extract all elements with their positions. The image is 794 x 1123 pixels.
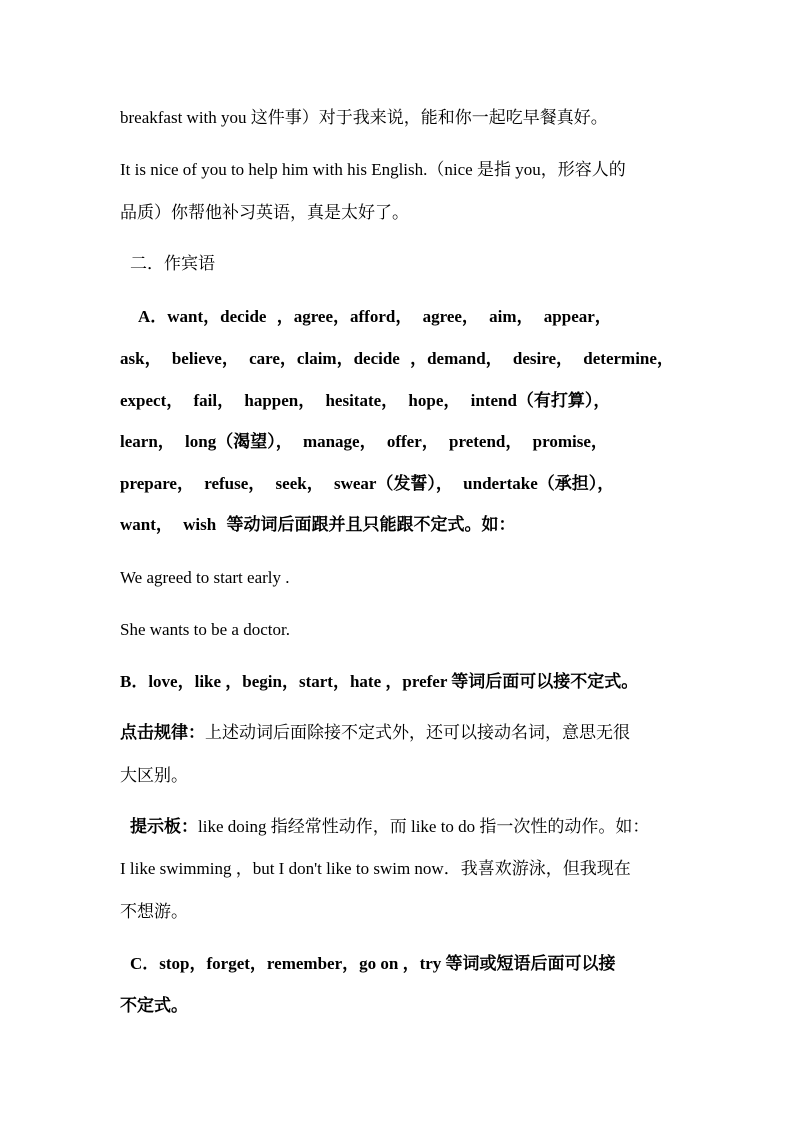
rule-c-line: C．stop，forget，remember，go on ，try 等词或短语后面可以接 xyxy=(130,954,616,973)
rule-b-line: B．love，like ，begin，start，hate ，prefer 等词后面可以接不定式。 xyxy=(120,672,639,691)
text-line: I like swimming ，but I don't like to swim now．我喜欢游泳，但我现在 xyxy=(120,859,631,878)
rule-c-line: 不定式。 xyxy=(120,996,188,1015)
verb-list-line: want， wish 等动词后面跟并且只能跟不定式。如： xyxy=(120,515,516,534)
text-line: It is nice of you to help him with his English.（nice 是指 you，形容人的 xyxy=(120,160,626,179)
verb-list-line: ask， believe， care，claim，decide ，demand， desire， determine， xyxy=(120,349,674,368)
tip-line xyxy=(130,816,649,838)
verb-list-line: A．want，decide ，agree，afford， agree， aim， appear， xyxy=(138,307,612,326)
tip-line xyxy=(120,722,630,744)
text-line: 不想游。 xyxy=(120,902,188,921)
text-line: 大区别。 xyxy=(120,766,188,785)
tip-text: like doing 指经常性动作，而 like to do 指一次性的动作。如： xyxy=(198,817,650,836)
tip-label: 提示板： xyxy=(130,817,198,836)
verb-list-line: learn， long（渴望）， manage， offer， pretend， promise， xyxy=(120,432,608,451)
tip-text: 上述动词后面除接不定式外，还可以接动名词，意思无很 xyxy=(205,723,630,742)
text-line: 品质）你帮他补习英语，真是太好了。 xyxy=(120,203,409,222)
text-line: breakfast with you 这件事）对于我来说，能和你一起吃早餐真好。 xyxy=(120,108,608,127)
example-sentence: She wants to be a doctor. xyxy=(120,620,290,639)
example-sentence: We agreed to start early . xyxy=(120,568,290,587)
section-heading: 二．作宾语 xyxy=(130,254,215,273)
verb-list-line: expect， fail， happen， hesitate， hope， intend（有打算）， xyxy=(120,391,611,410)
tip-label: 点击规律： xyxy=(120,723,205,742)
verb-list-line: prepare， refuse， seek， swear（发誓）， undertake（承担）， xyxy=(120,474,615,493)
